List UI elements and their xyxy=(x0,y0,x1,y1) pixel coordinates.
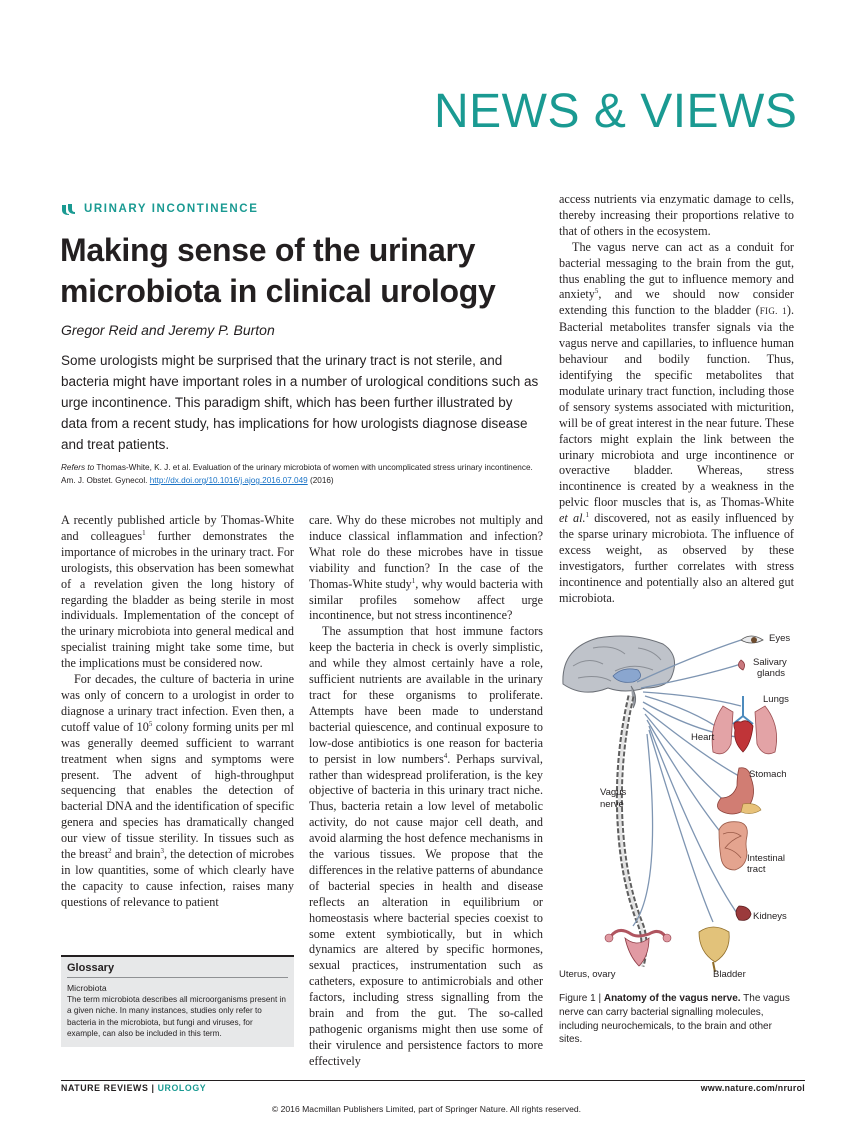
label-intestinal: Intestinal xyxy=(747,853,786,864)
footer-journal: NATURE REVIEWS | UROLOGY xyxy=(61,1083,207,1093)
paragraph: The vagus nerve can act as a conduit for bacterial messaging to the brain from the gut, thus enabling the gut to influence memory and anxiety$^5$, and we should now consider extending this function to the bladder (FIG. 1). Bacterial metabolites transfer signals via the vagus nerve and capillaries, to influence human behaviour and bodily function. Thus, identifying the specific metabolites that modulate urinary tract function, including those of sensory systems associated with micturition, will be of great interest in the near future. These factors might explain the link between the urinary microbiota and urge incontinence or overactive bladder. Whereas, stress incontinence is created by a weakness in the pelvic floor muscles that is, as Thomas-White et al.$^1$ discovered, not as easily influenced by the sparse urinary microbiota. The influence of excess weight, as observed by these investigators, further correlates with stress incontinence and potentially also an altered gut microbiota. xyxy=(559,239,794,605)
paragraph: For decades, the culture of bacteria in urine was only of concern to a urologist in order to diagnose a urinary tract infection. Even then, a cutoff value of 10$^5$ colony forming units per ml was generally deemed sufficient to warrant treatment when signs and symptoms were present. The advent of high-throughput sequencing that enables the detection of bacterial DNA and the identification of specific genera and species has dramatically changed our view of tissue sterility. In tissues such as the breast$^2$ and brain$^3$, the detection of microbes in low quantities, some of which clearly have the capacity to cause infection, raises many questions of relevance to patient xyxy=(61,672,294,909)
paragraph: access nutrients via enzymatic damage to cells, thereby increasing their proportions relative to that of others in the ecosystem. xyxy=(559,192,794,238)
paragraph: The assumption that host immune factors keep the bacteria in check is overly simplistic, and while they almost certainly have a role, sufficient nutrients are available in the urinary tract for these organisms to proliferate. Attempts have been made to understand bacterial quiescence, and continual exposure to low-dose antibiotics is one reason for bacteria to persist in low numbers$^4$. Perhaps survival, rather than widespread proliferation, is the key objective of bacteria in this urinary tract niche. Thus, bacteria retain a low level of metabolic activity, do not cause major cell death, and avoid alarming the host defence mechanisms in the various tissues. We propose that the differences in the relative patterns of abundance of bacterial species in health and disease reflects an alteration in equilibrium or homeostasis where bacterial species coexist to some extent symbiotically, but in which dynamics are altered by specific hormones, sexual practices, instrumentation such as catheters, exposure to antimicrobials and other factors, including stress signalling from the brain and from the gut. The so-called pathogenic organisms might then use some of their virulence and persistence factors to more effectively xyxy=(309,624,543,1068)
citation-ref[interactable]: 2 xyxy=(108,846,112,855)
refers-year: (2016) xyxy=(309,476,334,485)
label-kidneys: Kidneys xyxy=(753,911,787,922)
salivary-gland-icon xyxy=(738,660,744,670)
article-title: Making sense of the urinary microbiota in clinical urology xyxy=(60,232,496,309)
kidney-icon xyxy=(736,906,751,920)
citation-ref[interactable]: 4 xyxy=(443,751,448,760)
label-nerve: nerve xyxy=(600,799,624,810)
figure-caption: Figure 1 | Anatomy of the vagus nerve. The vagus nerve can carry bacterial signalling molecules, including neurochemicals, to the brain and other sites. xyxy=(559,993,790,1046)
glossary-title: Glossary xyxy=(67,962,288,978)
glossary-definition: The term microbiota describes all microorganisms present in a given niche. In many instances, studies only refer to bacteria in the microbiota, but fungi and viruses, for example, can also be included in this term. xyxy=(67,995,286,1038)
standfirst: Some urologists might be surprised that the urinary tract is not sterile, and bacteria might have important roles in a number of urological conditions such as urge incontinence. This paradigm shift, which has been further illustrated by data from a recent study, has implications for how urologists diagnose disease and treat patients. xyxy=(61,353,539,452)
citation-ref[interactable]: 1 xyxy=(411,576,416,585)
label-bladder: Bladder xyxy=(713,969,746,980)
refers-to xyxy=(61,461,539,487)
uterus-icon xyxy=(605,930,671,966)
label-lungs: Lungs xyxy=(763,694,789,705)
body-column-2 xyxy=(309,513,543,1070)
label-heart: Heart xyxy=(691,732,715,743)
figure-ref[interactable]: FIG. 1 xyxy=(759,306,787,317)
doi-link[interactable]: http://dx.doi.org/10.1016/j.ajog.2016.07.049 xyxy=(149,476,308,485)
body-column-1 xyxy=(61,513,294,911)
eye-icon xyxy=(741,636,763,643)
body-column-3 xyxy=(559,192,794,607)
refers-prefix: Refers to xyxy=(61,463,95,472)
pancreas-icon xyxy=(741,804,761,814)
label-stomach: Stomach xyxy=(749,769,787,780)
section-tag xyxy=(61,201,258,217)
copyright: © 2016 Macmillan Publishers Limited, part of Springer Nature. All rights reserved. xyxy=(271,1104,582,1114)
label-vagus: Vagus xyxy=(600,787,627,798)
paragraph: care. Why do these microbes not multiply and induce classical inflammation and infection? What role do these microbes have in tissue viability and function? In the case of the Thomas-White study$^1$, why would bacteria with similar profiles somehow affect urge incontinence, but not stress incontinence? xyxy=(309,513,543,623)
heart-icon xyxy=(734,721,753,752)
label-tract: tract xyxy=(747,864,766,875)
citation-ref[interactable]: 1 xyxy=(585,511,590,520)
glossary-term: Microbiota xyxy=(67,983,107,993)
refers-citation: Thomas-White, K. J. et al. Evaluation of the urinary microbiota of women with uncomplicated stress urinary incontinence. Am. J. Obstet. Gynecol. xyxy=(61,463,533,485)
intestines-icon xyxy=(719,822,747,870)
footer-url[interactable]: www.nature.com/nrurol xyxy=(700,1083,805,1093)
glossary-box xyxy=(61,955,294,1047)
label-glands: glands xyxy=(757,668,785,679)
figure-vagus-nerve xyxy=(553,626,803,991)
citation-ref[interactable]: 1 xyxy=(142,528,146,537)
citation-ref[interactable]: 5 xyxy=(594,287,599,296)
spinal-cord-icon xyxy=(619,696,644,966)
label-eyes: Eyes xyxy=(769,633,791,644)
bladder-icon xyxy=(699,927,729,972)
label-uterus-ovary: Uterus, ovary xyxy=(559,969,616,980)
masthead: NEWS & VIEWS xyxy=(434,85,798,138)
section-label: URINARY INCONTINENCE xyxy=(84,203,259,215)
citation-ref[interactable]: 3 xyxy=(160,846,165,855)
footer-divider xyxy=(61,1080,805,1081)
label-salivary: Salivary xyxy=(753,657,787,668)
paragraph: A recently published article by Thomas-White and colleagues$^1$ further demonstrates the importance of microbes in the urinary tract. For urologists, this observation has been somewhat of a revelation given the long history of regarding the bladder as being sterile in most individuals. Implementation of the concept of the urinary microbiota into general medical and specialist training might take some time, but the implications must be considered now. xyxy=(61,513,294,671)
vagus-nerve-illustration xyxy=(553,626,803,991)
section-logo-icon xyxy=(61,203,77,216)
authors: Gregor Reid and Jeremy P. Burton xyxy=(61,322,275,338)
